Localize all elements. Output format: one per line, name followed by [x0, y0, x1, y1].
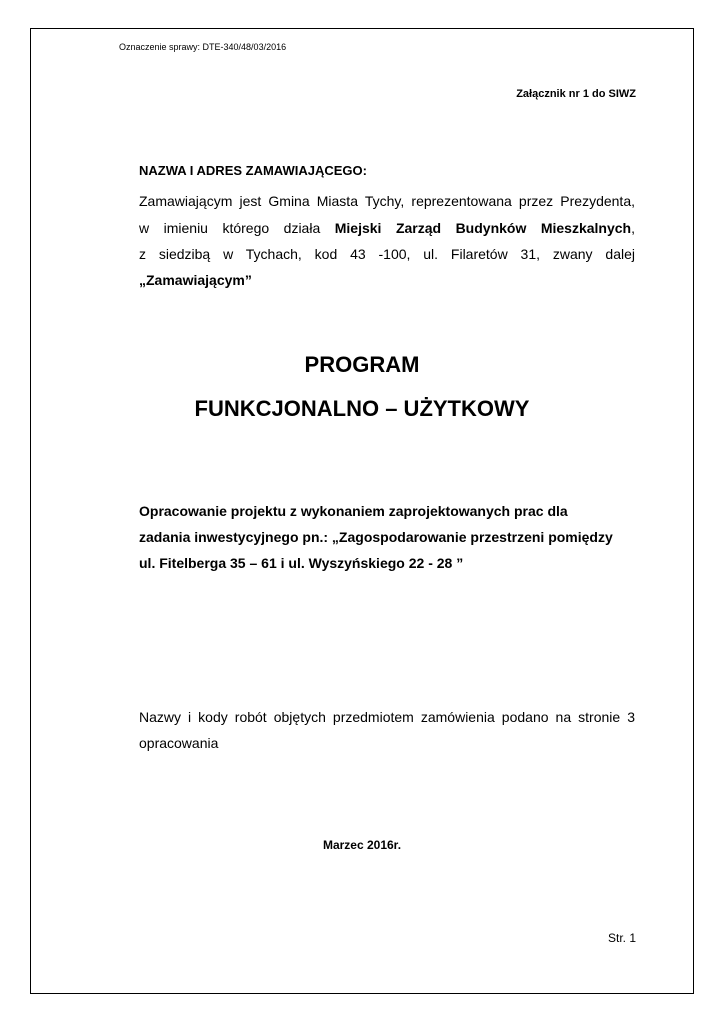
contracting-line-3: z siedzibą w Tychach, kod 43 -100, ul. Filaretów 31, zwany dalej [139, 246, 635, 262]
subject-line-3: ul. Fitelberga 35 – 61 i ul. Wyszyńskiego 22 - 28 ” [139, 555, 464, 571]
contracting-text: w imieniu którego działa [139, 220, 335, 236]
subject-line-2: zadania inwestycyjnego pn.: „Zagospodarowanie przestrzeni pomiędzy [139, 529, 613, 545]
note-line-2: opracowania [139, 735, 219, 751]
case-reference: Oznaczenie sprawy: DTE-340/48/03/2016 [119, 42, 287, 52]
subject-line-1: Opracowanie projektu z wykonaniem zaprojektowanych prac dla [139, 503, 568, 519]
section-title: NAZWA I ADRES ZAMAWIAJĄCEGO: [139, 163, 367, 178]
contracting-comma: , [631, 220, 635, 236]
contracting-line-4: „Zamawiającym” [139, 272, 252, 288]
page-number: Str. 1 [607, 931, 636, 945]
contracting-name: Miejski Zarząd Budynków Mieszkalnych [334, 220, 632, 236]
note-line-1: Nazwy i kody robót objętych przedmiotem zamówienia podano na stronie 3 [139, 709, 635, 725]
contracting-line-1: Zamawiającym jest Gmina Miasta Tychy, reprezentowana przez Prezydenta, [139, 193, 635, 209]
annex-label: Załącznik nr 1 do SIWZ [516, 88, 636, 100]
contracting-line-2 [139, 220, 635, 236]
document-date: Marzec 2016r. [322, 838, 402, 852]
program-title: PROGRAM [304, 352, 420, 377]
program-subtitle: FUNKCJONALNO – UŻYTKOWY [194, 396, 530, 421]
